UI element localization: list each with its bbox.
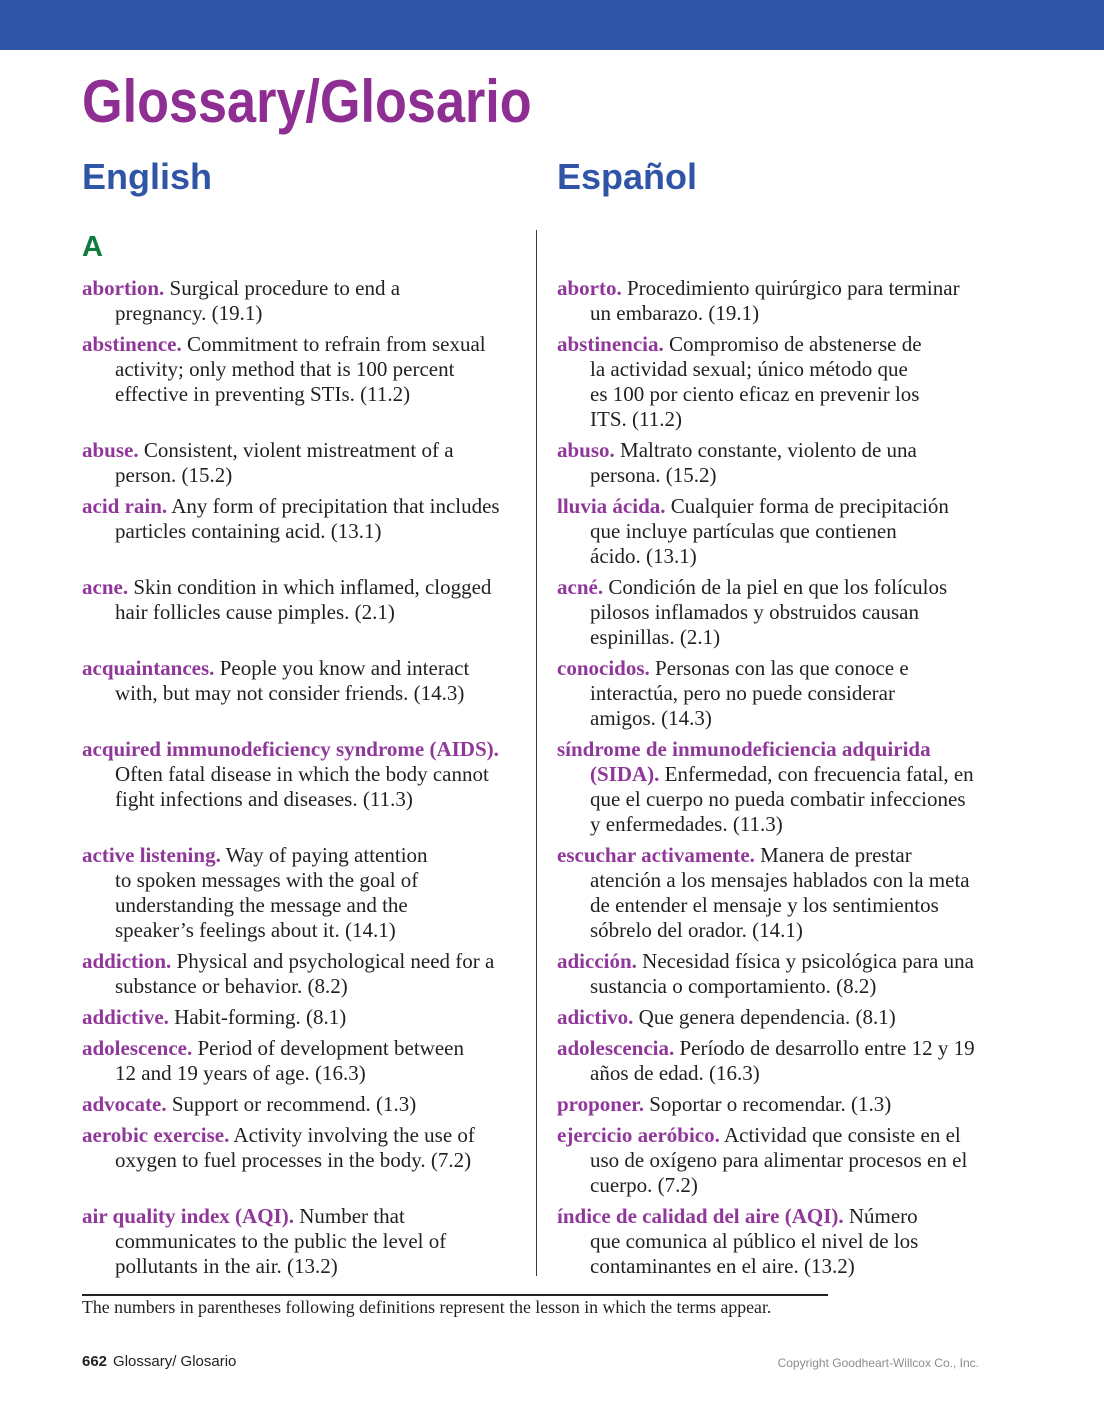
glossary-entry-english [82,1123,557,1198]
glossary-entry-spanish [557,1005,1022,1030]
glossary-term: advocate. [82,1092,167,1116]
glossary-term: aborto. [557,276,622,300]
glossary-definition: Necesidad física y psicológica para una sustancia o comportamiento. (8.2) [590,949,974,998]
page-title: Glossary/Glosario [82,68,532,135]
glossary-definition: Cualquier forma de precipitación que incluye partículas que contienen ácido. (13.1) [590,494,949,568]
glossary-term: índice de calidad del aire (AQI). [557,1204,844,1228]
glossary-entry-spanish [557,949,1022,999]
glossary-entry-spanish [557,737,1022,837]
page-footer [82,1354,236,1369]
section-letter: A [82,231,103,263]
glossary-definition: Período de desarrollo entre 12 y 19 años de edad. (16.3) [590,1036,975,1085]
glossary-term: acquired immunodeficiency syndrome (AIDS). [82,737,499,761]
glossary-term: acquaintances. [82,656,215,680]
glossary-entry-english [82,1005,557,1030]
glossary-entry-spanish [557,1036,1022,1086]
glossary-definition: Often fatal disease in which the body cannot fight infections and diseases. (11.3) [115,762,489,811]
glossary-entry-english [82,276,557,326]
glossary-term: abstinencia. [557,332,664,356]
glossary-term: addiction. [82,949,172,973]
glossary-entry-english [82,843,557,943]
glossary-entry-spanish [557,575,1022,650]
glossary-term: adolescencia. [557,1036,675,1060]
glossary-definition: Enfermedad, con frecuencia fatal, en que el cuerpo no pueda combatir infecciones y enfermedades. (11.3) [590,762,974,836]
glossary-term: addictive. [82,1005,169,1029]
glossary-term: abuso. [557,438,615,462]
glossary-term: adicción. [557,949,637,973]
glossary-definition: Soportar o recomendar. (1.3) [649,1092,892,1116]
glossary-term: acné. [557,575,604,599]
glossary-entry-english [82,949,557,999]
glossary-entry-english [82,332,557,432]
column-heading-spanish: Español [557,156,698,197]
glossary-definition: Number that communicates to the public the level of pollutants in the air. (13.2) [115,1204,447,1278]
glossary-entry-english [82,1204,557,1279]
copyright: Copyright Goodheart-Willcox Co., Inc. [777,1356,979,1370]
glossary-definition: People you know and interact with, but may not consider friends. (14.3) [115,656,470,705]
glossary-term: acid rain. [82,494,168,518]
glossary-term: abstinence. [82,332,182,356]
glossary-term: conocidos. [557,656,650,680]
glossary-definition: Compromiso de abstenerse de la actividad sexual; único método que es 100 por ciento eficaz en prevenir los ITS. (11.2) [590,332,922,431]
glossary-definition: Consistent, violent mistreatment of a person. (15.2) [115,438,454,487]
glossary-entry-spanish [557,843,1022,943]
glossary-definition: Skin condition in which inflamed, clogged hair follicles cause pimples. (2.1) [115,575,492,624]
column-heading-english: English [82,156,213,197]
glossary-term: ejercicio aeróbico. [557,1123,720,1147]
glossary-term: lluvia ácida. [557,494,666,518]
glossary-term: escuchar activamente. [557,843,755,867]
footer-section-title: Glossary/ Glosario [113,1353,237,1370]
glossary-term: abortion. [82,276,165,300]
glossary-definition: Any form of precipitation that includes particles containing acid. (13.1) [115,494,500,543]
glossary-entry-english [82,656,557,731]
glossary-entry-english [82,1036,557,1086]
glossary-definition: Personas con las que conoce e interactúa, pero no puede considerar amigos. (14.3) [590,656,909,730]
glossary-term: adictivo. [557,1005,634,1029]
glossary-entry-spanish [557,494,1022,569]
page-number: 662 [82,1353,108,1370]
footnote-rule [82,1294,828,1296]
glossary-definition: Manera de prestar atención a los mensajes hablados con la meta de entender el mensaje y los sentimientos sóbrelo del orador. (14.1) [590,843,970,942]
glossary-definition: Maltrato constante, violento de una persona. (15.2) [590,438,917,487]
glossary-definition: Condición de la piel en que los folículos pilosos inflamados y obstruidos causan espinillas. (2.1) [590,575,948,649]
glossary-term: síndrome de inmunodeficiencia adquirida (SIDA). [557,737,931,786]
glossary-entry-english [82,494,557,569]
glossary-entry-english [82,1092,557,1117]
glossary-entry-english [82,438,557,488]
header-bar [0,0,1104,50]
glossary-term: abuse. [82,438,139,462]
glossary-definition: Period of development between 12 and 19 years of age. (16.3) [115,1036,464,1085]
glossary-term: aerobic exercise. [82,1123,230,1147]
glossary-entry-spanish [557,332,1022,432]
glossary-term: acne. [82,575,129,599]
glossary-definition: Activity involving the use of oxygen to fuel processes in the body. (7.2) [115,1123,475,1172]
glossary-definition: Que genera dependencia. (8.1) [638,1005,896,1029]
glossary-entry-spanish [557,276,1022,326]
glossary-definition: Physical and psychological need for a substance or behavior. (8.2) [115,949,495,998]
glossary-definition: Commitment to refrain from sexual activity; only method that is 100 percent effective in preventing STIs. (11.2) [115,332,486,406]
glossary-definition: Número que comunica al público el nivel de los contaminantes en el aire. (13.2) [590,1204,919,1278]
glossary-entry-spanish [557,1204,1022,1279]
footnote: The numbers in parentheses following definitions represent the lesson in which the terms appear. [82,1297,772,1317]
glossary-entry-spanish [557,656,1022,731]
glossary-entries [82,276,1022,1279]
glossary-entry-spanish [557,1123,1022,1198]
glossary-entry-english [82,575,557,650]
glossary-definition: Actividad que consiste en el uso de oxígeno para alimentar procesos en el cuerpo. (7.2) [590,1123,968,1197]
glossary-entry-spanish [557,438,1022,488]
glossary-entry-english [82,737,557,837]
glossary-term: proponer. [557,1092,644,1116]
glossary-term: air quality index (AQI). [82,1204,294,1228]
glossary-definition: Way of paying attention to spoken messages with the goal of understanding the message and the speaker’s feelings about it. (14.1) [115,843,428,942]
glossary-entry-spanish [557,1092,1022,1117]
glossary-definition: Surgical procedure to end a pregnancy. (19.1) [115,276,401,325]
glossary-definition: Habit-forming. (8.1) [174,1005,347,1029]
glossary-term: adolescence. [82,1036,193,1060]
glossary-definition: Procedimiento quirúrgico para terminar un embarazo. (19.1) [590,276,960,325]
glossary-definition: Support or recommend. (1.3) [171,1092,417,1116]
glossary-term: active listening. [82,843,221,867]
